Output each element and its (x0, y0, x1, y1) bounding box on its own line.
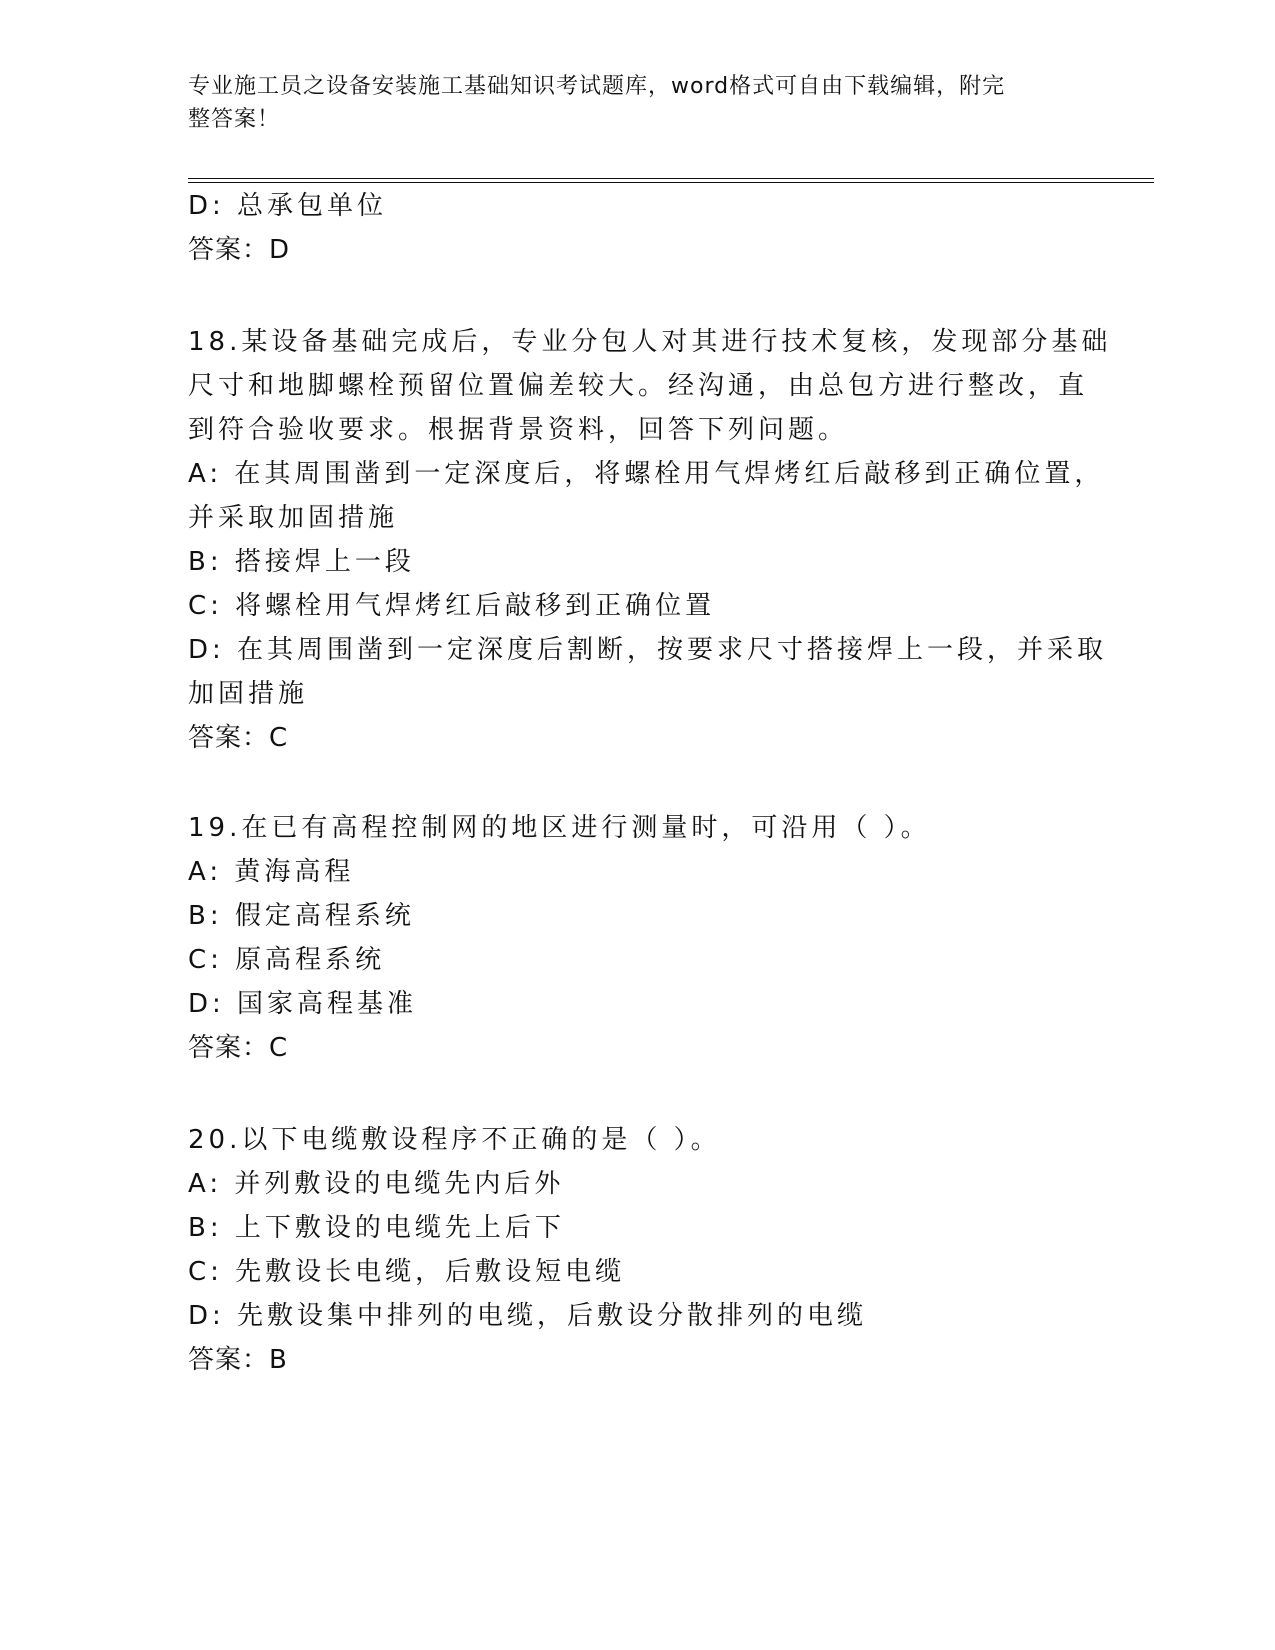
q19-stem: 19.在已有高程控制网的地区进行测量时，可沿用（ ）。 (188, 813, 931, 843)
q20-option-a: A: 并列敷设的电缆先内后外 (188, 1169, 565, 1199)
q20-option-b: B: 上下敷设的电缆先上后下 (188, 1213, 565, 1243)
q20-stem: 20.以下电缆敷设程序不正确的是（ ）。 (188, 1125, 721, 1155)
q19-option-d: D: 国家高程基准 (188, 989, 418, 1019)
header-line-1: 专业施工员之设备安装施工基础知识考试题库，word格式可自由下载编辑，附完 (188, 74, 1006, 99)
header-divider-bottom (188, 182, 1154, 183)
q18-stem-line-2: 尺寸和地脚螺栓预留位置偏差较大。经沟通，由总包方进行整改，直 (188, 371, 1089, 401)
q18-answer: 答案：C (188, 723, 289, 753)
q20-answer: 答案：B (188, 1345, 288, 1375)
q18-option-d-line-2: 加固措施 (188, 679, 309, 709)
q18-option-a-line-2: 并采取加固措施 (188, 503, 399, 533)
q18-option-b: B: 搭接焊上一段 (188, 547, 415, 577)
header-divider-top (188, 178, 1154, 179)
q20-option-c: C: 先敷设长电缆，后敷设短电缆 (188, 1257, 626, 1287)
header-line-2: 整答案！ (188, 107, 281, 132)
q19-answer: 答案：C (188, 1033, 289, 1063)
q19-option-a: A: 黄海高程 (188, 857, 355, 887)
document-header (188, 70, 1088, 136)
q18-stem-line-3: 到符合验收要求。根据背景资料，回答下列问题。 (188, 415, 849, 445)
q18-stem-line-1: 18.某设备基础完成后，专业分包人对其进行技术复核，发现部分基础 (188, 327, 1112, 357)
q20-option-d: D: 先敷设集中排列的电缆，后敷设分散排列的电缆 (188, 1301, 868, 1331)
q17-option-d: D: 总承包单位 (188, 191, 388, 221)
q18-option-d-line-1: D: 在其周围凿到一定深度后割断，按要求尺寸搭接焊上一段，并采取 (188, 635, 1108, 665)
q19-option-b: B: 假定高程系统 (188, 901, 415, 931)
q18-option-c: C: 将螺栓用气焊烤红后敲移到正确位置 (188, 591, 716, 621)
q18-option-a-line-1: A: 在其周围凿到一定深度后，将螺栓用气焊烤红后敲移到正确位置， (188, 459, 1105, 489)
q17-answer: 答案：D (188, 235, 291, 265)
q19-option-c: C: 原高程系统 (188, 945, 386, 975)
